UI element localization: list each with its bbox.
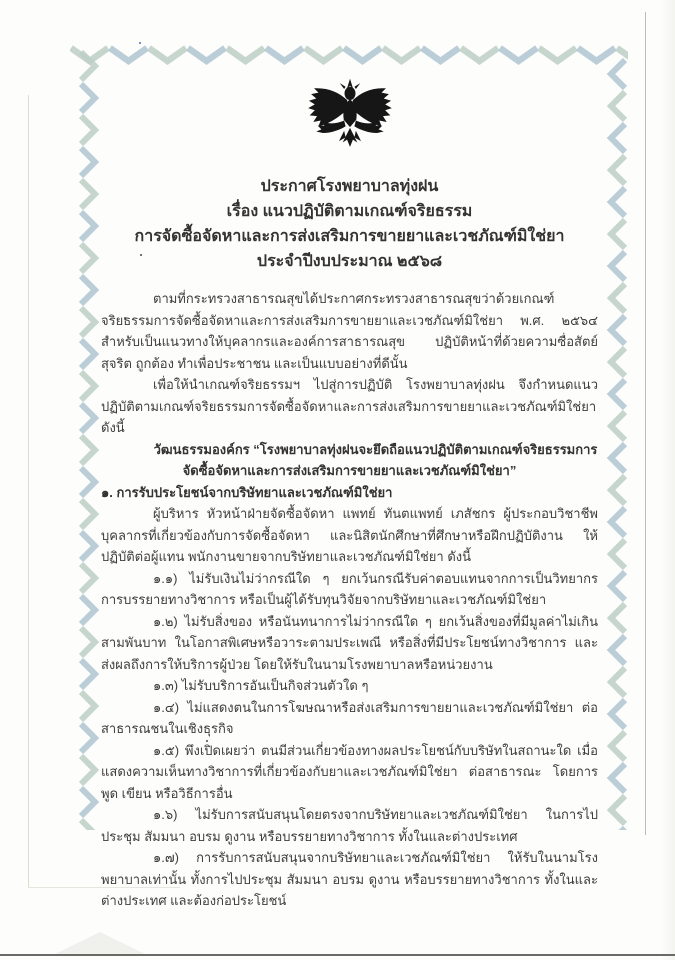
culture-statement: วัฒนธรรมองค์กร “โรงพยาบาลทุ่งฝนจะยึดถือแนวปฏิบัติตามเกณฑ์จริยธรรมการจัดซื้อจัดหาและการส่งเสริมการขายยาและเวชภัณฑ์มิใช่ยา” bbox=[153, 441, 598, 478]
title-line-1: ประกาศโรงพยาบาลทุ่งฝน bbox=[260, 178, 439, 195]
scan-artifact-bottom-shade bbox=[55, 932, 145, 954]
scan-artifact-right-shade bbox=[661, 0, 675, 960]
section-1-item-1: ๑.๑) ไม่รับเงินไม่ว่ากรณีใด ๆ ยกเว้นกรณีรับค่าตอบแทนจากการเป็นวิทยากร การบรรยายทางวิชาการ หรือเป็นผู้ได้รับทุนวิจัยจากบริษัทยาและเวชภัณฑ์มิใช่ยา bbox=[101, 570, 598, 607]
section-1-item-3: ๑.๓) ไม่รับบริการอันเป็นกิจส่วนตัวใด ๆ bbox=[153, 678, 369, 693]
section-1-item-2: ๑.๒) ไม่รับสิ่งของ หรือนันทนาการไม่ว่ากรณีใด ๆ ยกเว้นสิ่งของที่มีมูลค่าไม่เกินสามพันบาท ในโอกาสพิเศษหรือวาระตามประเพณี หรือสิ่งที่มีประโยชน์ทางวิชาการ และส่งผลถึงการให้บริการผู้ป่วย โดยให้รับในนามโรงพยาบาลหรือหน่วยงาน bbox=[101, 613, 598, 672]
document-title-block bbox=[101, 174, 598, 274]
scan-artifact-left-line bbox=[28, 95, 29, 888]
section-1-item-7: ๑.๗) การรับการสนับสนุนจากบริษัทยาและเวชภัณฑ์มิใช่ยา ให้รับในนามโรงพยาบาลเท่านั้น ทั้งการไปประชุม สัมมนา อบรม ดูงาน หรือบรรยายทางวิชาการ ทั้งในและต่างประเทศ และต้องก่อประโยชน์ bbox=[101, 850, 598, 908]
emblem-container bbox=[101, 76, 598, 168]
intro-paragraph-2: เพื่อให้นำเกณฑ์จริยธรรมฯ ไปสู่การปฏิบัติ โรงพยาบาลทุ่งฝน จึงกำหนดแนวปฏิบัติตามเกณฑ์จริยธรรมการจัดซื้อจัดหาและการส่งเสริมการขายยาและเวชภัณฑ์มิใช่ยา ดังนี้ bbox=[101, 377, 598, 435]
document-content bbox=[101, 76, 598, 912]
section-1-heading: ๑. การรับประโยชน์จากบริษัทยาและเวชภัณฑ์มิใช่ยา bbox=[101, 484, 393, 500]
title-line-4: ประจำปีงบประมาณ ๒๕๖๘ bbox=[256, 253, 443, 270]
scan-artifact-right-line bbox=[645, 12, 646, 835]
section-1-item-6: ๑.๖) ไม่รับการสนับสนุนโดยตรงจากบริษัทยาและเวชภัณฑ์มิใช่ยา ในการไปประชุม สัมมนา อบรม ดูงาน หรือบรรยายทางวิชาการ ทั้งในและต่างประเทศ bbox=[101, 807, 598, 844]
section-1-item-4: ๑.๔) ไม่แสดงตนในการโฆษณาหรือส่งเสริมการขายยาและเวชภัณฑ์มิใช่ยา ต่อสาธารณชนในเชิงธุรกิจ bbox=[101, 699, 598, 736]
section-1-item-5: ๑.๕) พึงเปิดเผยว่า ตนมีส่วนเกี่ยวข้องทางผลประโยชน์กับบริษัทในสถานะใด เมื่อแสดงความเห็นทางวิชาการที่เกี่ยวข้องกับยาและเวชภัณฑ์มิใช่ยา ต่อสาธารณะ โดยการพูด เขียน หรือวิธีการอื่น bbox=[101, 742, 598, 801]
zigzag-border-right-icon bbox=[604, 58, 630, 830]
zigzag-border-top-icon bbox=[70, 42, 628, 68]
document-body bbox=[101, 288, 598, 912]
zigzag-border-left-icon bbox=[76, 50, 102, 830]
title-line-3: การจัดซื้อจัดหาและการส่งเสริมการขายยาและเวชภัณฑ์มิใช่ยา bbox=[134, 228, 565, 245]
title-line-2: เรื่อง แนวปฏิบัติตามเกณฑ์จริยธรรม bbox=[226, 203, 473, 220]
scan-artifact-bottom-edge bbox=[0, 954, 675, 956]
section-1-intro: ผู้บริหาร หัวหน้าฝ่ายจัดซื้อจัดหา แพทย์ ทันตแพทย์ เภสัชกร ผู้ประกอบวิชาชีพ บุคลากรที่เกี่ยวข้องกับการจัดซื้อจัดหา และนิสิตนักศึกษาที่ศึกษาหรือฝึกปฏิบัติงาน ให้ปฏิบัติต่อผู้แทน พนักงานขายจากบริษัทยาและเวชภัณฑ์มิใช่ยา ดังนี้ bbox=[101, 506, 598, 564]
garuda-emblem-icon bbox=[306, 76, 394, 168]
intro-paragraph-1: ตามที่กระทรวงสาธารณสุขได้ประกาศกระทรวงสาธารณสุขว่าด้วยเกณฑ์จริยธรรมการจัดซื้อจัดหาและการส่งเสริมการขายยาและเวชภัณฑ์มิใช่ยา พ.ศ. ๒๕๖๔ สำหรับเป็นแนวทางให้บุคลากรและองค์การสาธารณสุข ปฏิบัติหน้าที่ด้วยความซื่อสัตย์สุจริต ถูกต้อง ทำเพื่อประชาชน และเป็นแบบอย่างที่ดีนั้น bbox=[101, 291, 598, 371]
